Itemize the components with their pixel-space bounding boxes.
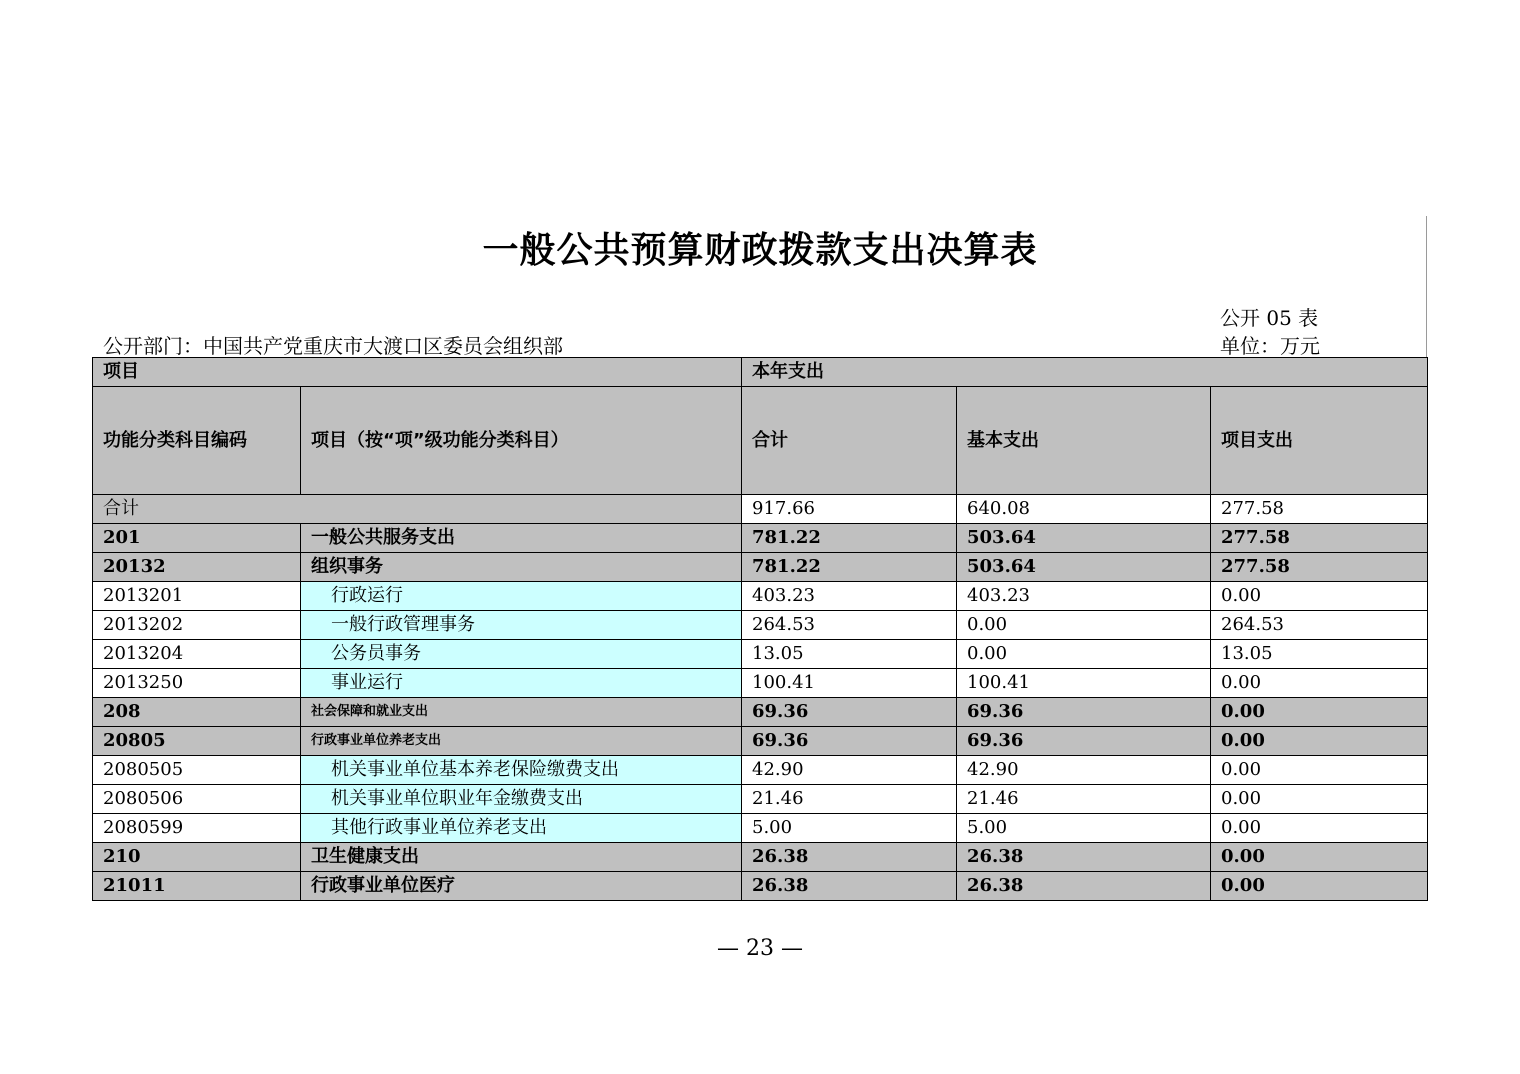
row-name: 公务员事务: [301, 640, 742, 669]
row-basic: 69.36: [957, 727, 1211, 756]
row-name: 机关事业单位职业年金缴费支出: [301, 785, 742, 814]
row-code: 2080506: [93, 785, 301, 814]
row-project: 277.58: [1211, 524, 1428, 553]
table-number: 公开 05 表: [1220, 306, 1319, 330]
row-total: 100.41: [742, 669, 957, 698]
row-code: 2080599: [93, 814, 301, 843]
row-basic: 5.00: [957, 814, 1211, 843]
table-row: [93, 698, 1428, 727]
row-name: 其他行政事业单位养老支出: [301, 814, 742, 843]
row-project: 277.58: [1211, 553, 1428, 582]
row-total: 42.90: [742, 756, 957, 785]
row-total: 264.53: [742, 611, 957, 640]
row-project: 0.00: [1211, 785, 1428, 814]
header-name: 项目（按“项”级功能分类科目）: [301, 387, 742, 495]
header-row-columns: [93, 387, 1428, 495]
row-total: 21.46: [742, 785, 957, 814]
row-total: 403.23: [742, 582, 957, 611]
right-margin-rule: [1426, 216, 1427, 358]
row-total: 5.00: [742, 814, 957, 843]
row-project: 0.00: [1211, 756, 1428, 785]
row-project: 0.00: [1211, 843, 1428, 872]
row-name: 行政事业单位养老支出: [301, 727, 742, 756]
header-code: 功能分类科目编码: [93, 387, 301, 495]
row-basic: 26.38: [957, 843, 1211, 872]
row-code: 2013250: [93, 669, 301, 698]
table-row: [93, 524, 1428, 553]
total-basic: 640.08: [957, 495, 1211, 524]
table-row: [93, 669, 1428, 698]
row-basic: 100.41: [957, 669, 1211, 698]
row-code: 208: [93, 698, 301, 727]
row-code: 201: [93, 524, 301, 553]
row-name: 卫生健康支出: [301, 843, 742, 872]
row-name: 组织事务: [301, 553, 742, 582]
expenditure-table: [92, 357, 1428, 901]
row-total: 13.05: [742, 640, 957, 669]
table-row: [93, 727, 1428, 756]
header-current-year-expenditure: 本年支出: [742, 358, 1428, 387]
row-name: 事业运行: [301, 669, 742, 698]
page-title: 一般公共预算财政拨款支出决算表: [482, 230, 1038, 271]
page-number: — 23 —: [717, 936, 803, 961]
row-total: 26.38: [742, 872, 957, 901]
row-code: 2013201: [93, 582, 301, 611]
total-label: 合计: [93, 495, 742, 524]
table-row: [93, 582, 1428, 611]
table-row: [93, 640, 1428, 669]
table-row: [93, 814, 1428, 843]
row-basic: 503.64: [957, 524, 1211, 553]
header-item: 项目: [93, 358, 742, 387]
row-total: 781.22: [742, 553, 957, 582]
unit-label: 单位：万元: [1220, 334, 1320, 358]
row-name: 行政运行: [301, 582, 742, 611]
table-row: [93, 843, 1428, 872]
row-basic: 26.38: [957, 872, 1211, 901]
row-total: 781.22: [742, 524, 957, 553]
row-code: 210: [93, 843, 301, 872]
table-row: [93, 553, 1428, 582]
row-code: 20132: [93, 553, 301, 582]
row-basic: 0.00: [957, 640, 1211, 669]
row-code: 21011: [93, 872, 301, 901]
row-project: 0.00: [1211, 814, 1428, 843]
row-project: 264.53: [1211, 611, 1428, 640]
row-name: 社会保障和就业支出: [301, 698, 742, 727]
header-total: 合计: [742, 387, 957, 495]
row-name: 行政事业单位医疗: [301, 872, 742, 901]
header-row-top: [93, 358, 1428, 387]
row-name: 一般行政管理事务: [301, 611, 742, 640]
row-project: 13.05: [1211, 640, 1428, 669]
table-row: [93, 785, 1428, 814]
table-row: [93, 756, 1428, 785]
row-code: 2080505: [93, 756, 301, 785]
table-row: [93, 872, 1428, 901]
row-project: 0.00: [1211, 872, 1428, 901]
row-code: 20805: [93, 727, 301, 756]
row-total: 26.38: [742, 843, 957, 872]
row-basic: 0.00: [957, 611, 1211, 640]
row-basic: 21.46: [957, 785, 1211, 814]
row-total: 69.36: [742, 698, 957, 727]
row-total: 69.36: [742, 727, 957, 756]
row-code: 2013204: [93, 640, 301, 669]
row-basic: 403.23: [957, 582, 1211, 611]
row-project: 0.00: [1211, 698, 1428, 727]
row-basic: 42.90: [957, 756, 1211, 785]
table-row: [93, 611, 1428, 640]
row-basic: 503.64: [957, 553, 1211, 582]
department-label: 公开部门：中国共产党重庆市大渡口区委员会组织部: [103, 334, 563, 358]
row-project: 0.00: [1211, 582, 1428, 611]
row-project: 0.00: [1211, 669, 1428, 698]
row-project: 0.00: [1211, 727, 1428, 756]
total-project: 277.58: [1211, 495, 1428, 524]
row-basic: 69.36: [957, 698, 1211, 727]
row-name: 机关事业单位基本养老保险缴费支出: [301, 756, 742, 785]
row-code: 2013202: [93, 611, 301, 640]
total-row: [93, 495, 1428, 524]
header-project: 项目支出: [1211, 387, 1428, 495]
total-value: 917.66: [742, 495, 957, 524]
header-basic: 基本支出: [957, 387, 1211, 495]
row-name: 一般公共服务支出: [301, 524, 742, 553]
